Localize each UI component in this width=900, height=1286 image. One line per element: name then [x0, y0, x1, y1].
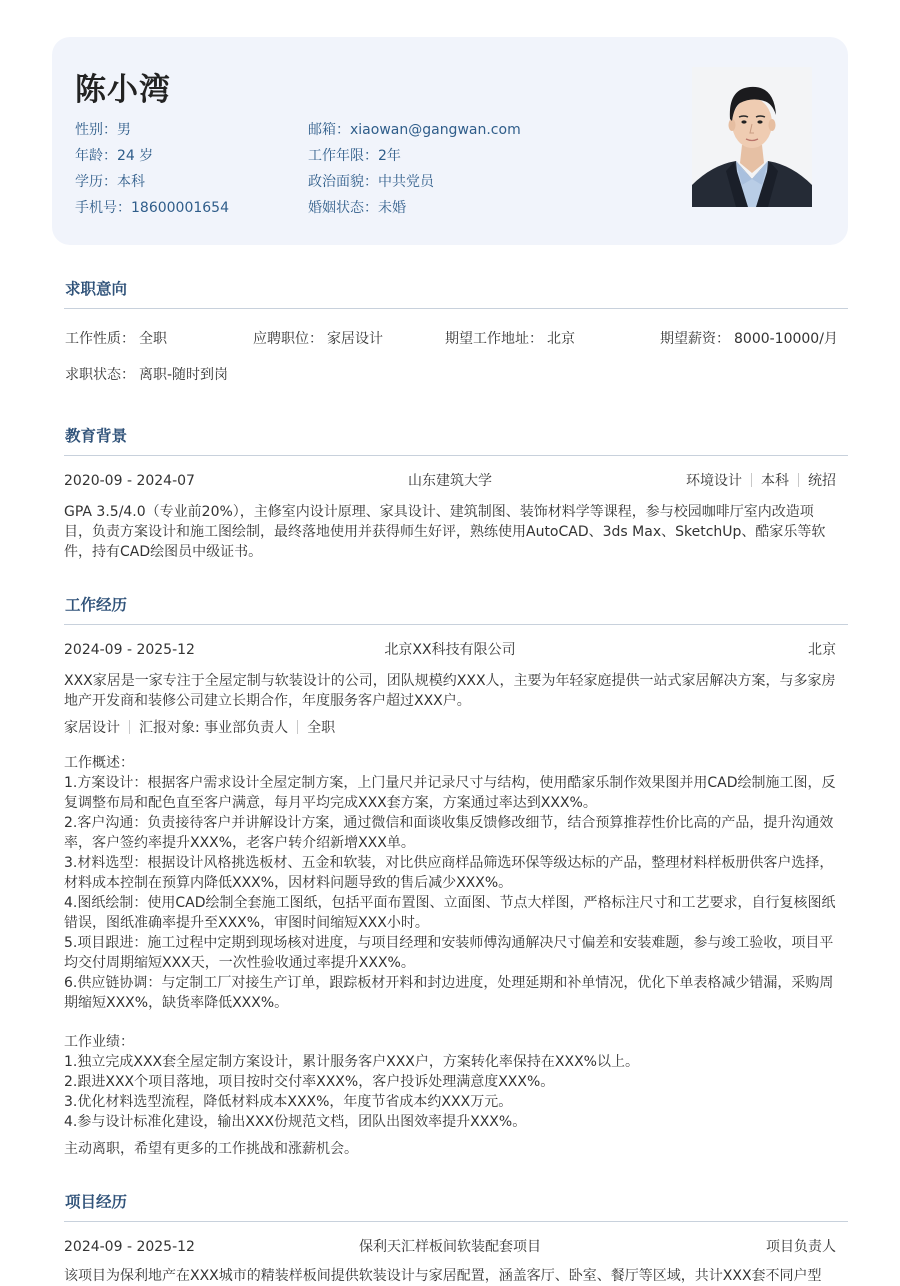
education-period: 2020-09 - 2024-07	[64, 473, 195, 489]
education-meta	[686, 471, 836, 491]
intent-salary-label: 期望薪资：	[660, 331, 730, 347]
intent-location	[445, 329, 575, 349]
info-phone	[75, 198, 229, 218]
work-achievements-title: 工作业绩：	[64, 1034, 134, 1050]
work-achievements	[64, 1032, 839, 1132]
separator	[798, 473, 799, 487]
intent-position	[253, 329, 383, 349]
phone-value[interactable]: 18600001654	[131, 200, 229, 216]
education-degree: 本科	[761, 473, 789, 489]
intent-type	[65, 329, 167, 349]
education-mode: 统招	[808, 473, 836, 489]
intent-status-label: 求职状态：	[65, 367, 135, 383]
separator	[751, 473, 752, 487]
email-value[interactable]: xiaowan@gangwan.com	[350, 122, 521, 138]
intent-type-value: 全职	[139, 331, 167, 347]
work-overview-item: 2.客户沟通：负责接待客户并讲解设计方案，通过微信和面谈收集反馈修改细节，结合预算推荐性价比高的产品，提升沟通效率，客户签约率提升XXX%，老客户转介绍新增XXX单。	[64, 815, 834, 851]
candidate-name: 陈小湾	[75, 72, 171, 108]
section-divider	[64, 455, 848, 456]
separator	[129, 720, 130, 734]
intent-status-value: 离职-随时到岗	[139, 367, 229, 383]
years-label: 工作年限：	[308, 148, 378, 164]
work-overview-item: 4.图纸绘制：使用CAD绘制全套施工图纸，包括平面布置图、立面图、节点大样图，严格标注尺寸和工艺要求，自行复核图纸错误，图纸准确率提升至XXX%，审图时间缩短XXX小时。	[64, 895, 836, 931]
intent-status	[65, 365, 228, 385]
work-tag-type: 全职	[307, 720, 336, 736]
section-title-project: 项目经历	[65, 1193, 128, 1211]
work-overview-item: 5.项目跟进：施工过程中定期到现场核对进度，与项目经理和安装师傅沟通解决尺寸偏差和安装难题，参与竣工验收，项目平均交付周期缩短XXX天，一次性验收通过率提升XXX%。	[64, 935, 834, 971]
intent-location-value: 北京	[547, 331, 575, 347]
info-politics	[308, 172, 434, 192]
gender-value: 男	[117, 122, 131, 138]
work-overview-item: 1.方案设计：根据客户需求设计全屋定制方案，上门量尺并记录尺寸与结构，使用酷家乐制作效果图并用CAD绘制施工图，反复调整布局和配色直至客户满意，每月平均完成XXX套方案，方案通过率达到XXX%。	[64, 775, 836, 811]
section-divider	[64, 308, 848, 309]
intent-position-label: 应聘职位：	[253, 331, 323, 347]
work-overview-item: 3.材料选型：根据设计风格挑选板材、五金和软装，对比供应商样品筛选环保等级达标的产品，整理材料样板册供客户选择，材料成本控制在预算内降低XXX%，因材料问题导致的售后减少XXX%。	[64, 855, 834, 891]
info-age	[75, 146, 153, 166]
gender-label: 性别：	[75, 122, 117, 138]
phone-label: 手机号：	[75, 200, 131, 216]
info-gender	[75, 120, 131, 140]
info-education	[75, 172, 145, 192]
project-name: 保利天汇样板间软装配套项目	[359, 1239, 541, 1255]
work-tag-report: 汇报对象: 事业部负责人	[139, 720, 289, 736]
intent-type-label: 工作性质：	[65, 331, 135, 347]
intent-position-value: 家居设计	[327, 331, 383, 347]
project-role: 项目负责人	[766, 1239, 836, 1255]
section-divider	[64, 624, 848, 625]
section-title-work: 工作经历	[65, 596, 128, 614]
edu-value: 本科	[117, 174, 145, 190]
section-title-education: 教育背景	[65, 427, 128, 445]
project-description: 该项目为保利地产在XXX城市的精装样板间提供软装设计与家居配置，涵盖客厅、卧室、餐厅等区域，共计XXX套不同户型	[64, 1268, 822, 1284]
section-title-intent: 求职意向	[65, 280, 128, 298]
work-company: 北京XX科技有限公司	[384, 642, 516, 658]
info-email	[308, 120, 521, 140]
work-tag-field: 家居设计	[64, 720, 120, 736]
work-period: 2024-09 - 2025-12	[64, 642, 195, 658]
politics-label: 政治面貌：	[308, 174, 378, 190]
marital-value: 未婚	[378, 200, 406, 216]
edu-label: 学历：	[75, 174, 117, 190]
work-overview	[64, 753, 839, 1013]
info-years	[308, 146, 401, 166]
intent-salary-value: 8000-10000/月	[734, 331, 838, 347]
portrait-illustration	[692, 67, 812, 207]
work-city: 北京	[808, 642, 836, 658]
section-divider	[64, 1221, 848, 1222]
work-achievement-item: 3.优化材料选型流程，降低材料成本XXX%，年度节省成本约XXX万元。	[64, 1094, 513, 1110]
work-leave-reason: 主动离职，希望有更多的工作挑战和涨薪机会。	[64, 1141, 358, 1157]
project-period: 2024-09 - 2025-12	[64, 1239, 195, 1255]
work-tags	[64, 718, 335, 738]
education-major: 环境设计	[686, 473, 742, 489]
work-achievement-item: 4.参与设计标准化建设，输出XXX份规范文档，团队出图效率提升XXX%。	[64, 1114, 527, 1130]
work-achievement-item: 2.跟进XXX个项目落地，项目按时交付率XXX%，客户投诉处理满意度XXX%。	[64, 1074, 555, 1090]
education-school: 山东建筑大学	[408, 473, 492, 489]
intent-location-label: 期望工作地址：	[445, 331, 543, 347]
marital-label: 婚姻状态：	[308, 200, 378, 216]
age-label: 年龄：	[75, 148, 117, 164]
years-value: 2年	[378, 148, 401, 164]
politics-value: 中共党员	[378, 174, 434, 190]
info-marital	[308, 198, 406, 218]
age-value: 24 岁	[117, 148, 154, 164]
profile-photo	[692, 67, 812, 207]
work-overview-title: 工作概述：	[64, 755, 134, 771]
education-description: GPA 3.5/4.0（专业前20%），主修室内设计原理、家具设计、建筑制图、装饰材料学等课程，参与校园咖啡厅室内改造项目，负责方案设计和施工图绘制，最终落地使用并获得师生好评，熟练使用AutoCAD、3ds Max、SketchUp、酷家乐等软件，持有CAD绘图员中级证书。	[64, 504, 826, 560]
work-achievement-item: 1.独立完成XXX套全屋定制方案设计，累计服务客户XXX户，方案转化率保持在XXX%以上。	[64, 1054, 639, 1070]
email-label: 邮箱：	[308, 122, 350, 138]
intent-salary	[660, 329, 838, 349]
separator	[297, 720, 298, 734]
work-company-description: XXX家居是一家专注于全屋定制与软装设计的公司，团队规模约XXX人，主要为年轻家庭提供一站式家居解决方案，与多家房地产开发商和装修公司建立长期合作，年度服务客户超过XXX户。	[64, 673, 836, 709]
work-overview-item: 6.供应链协调：与定制工厂对接生产订单，跟踪板材开料和封边进度，处理延期和补单情况，优化下单表格减少错漏，采购周期缩短XXX%，缺货率降低XXX%。	[64, 975, 834, 1011]
